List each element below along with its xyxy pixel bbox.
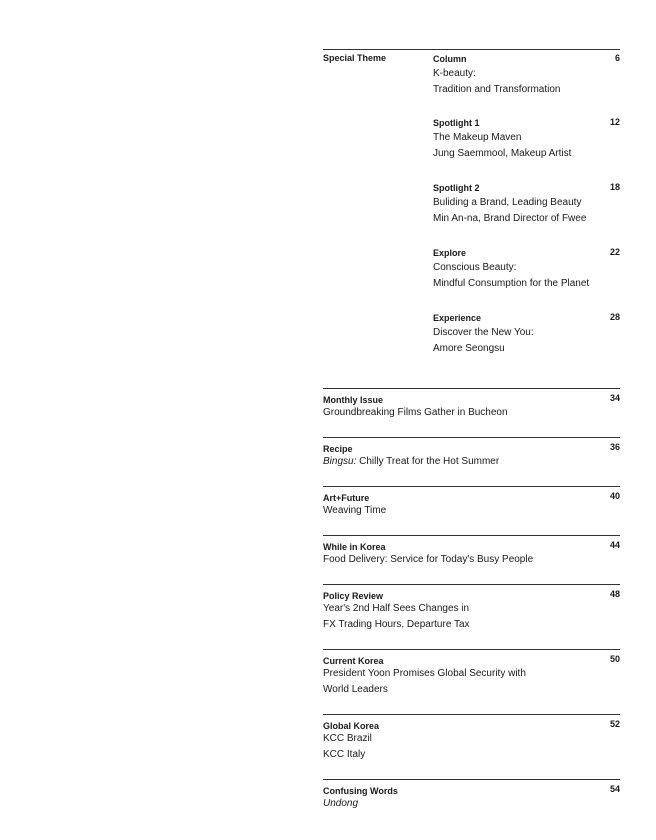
- table-of-contents: [323, 49, 620, 819]
- entry-line: [323, 454, 620, 470]
- entry-line: Weaving Time: [323, 505, 387, 516]
- page-number: 34: [609, 393, 620, 403]
- page-number: 44: [609, 540, 620, 550]
- entry-title: Column: [433, 54, 467, 64]
- section-title: Confusing Words: [323, 786, 398, 796]
- page-number: 22: [609, 247, 620, 257]
- special-theme-section: [323, 50, 620, 388]
- entry-line: Conscious Beauty:: [433, 262, 517, 273]
- section-title: Art+Future: [323, 493, 370, 503]
- entry-line: KCC Italy: [323, 749, 366, 760]
- page-number: 54: [609, 784, 620, 794]
- entry-title: Explore: [433, 248, 467, 258]
- page-number: 40: [609, 491, 620, 501]
- page-number: 28: [609, 312, 620, 322]
- section-current-korea[interactable]: [323, 650, 620, 714]
- entry-line: K-beauty:: [433, 68, 476, 79]
- entry-line: Buliding a Brand, Leading Beauty: [433, 197, 582, 208]
- entry-title: Experience: [433, 313, 482, 323]
- theme-entry-explore[interactable]: [433, 244, 620, 292]
- entry-title: Spotlight 2: [433, 183, 480, 193]
- entry-line: Undong: [323, 798, 359, 809]
- section-while-in-korea[interactable]: [323, 536, 620, 584]
- section-policy-review[interactable]: [323, 585, 620, 649]
- section-confusing-words[interactable]: [323, 780, 620, 819]
- page-number: 48: [609, 589, 620, 599]
- theme-entry-spotlight-2[interactable]: [433, 179, 620, 227]
- section-global-korea[interactable]: [323, 715, 620, 779]
- page-number: 50: [609, 654, 620, 664]
- entry-text: Chilly Treat for the Hot Summer: [356, 456, 500, 467]
- page-number: 6: [614, 53, 620, 63]
- page-number: 52: [609, 719, 620, 729]
- italic-term: Bingsu:: [323, 456, 357, 467]
- entry-line: Amore Seongsu: [433, 343, 505, 354]
- section-title: Special Theme: [323, 53, 387, 63]
- theme-entry-experience[interactable]: [433, 309, 620, 357]
- page-number: 12: [609, 117, 620, 127]
- section-art-future[interactable]: [323, 487, 620, 535]
- page-number: 36: [609, 442, 620, 452]
- section-monthly-issue[interactable]: [323, 389, 620, 437]
- page-number: 18: [609, 182, 620, 192]
- section-title: Global Korea: [323, 721, 380, 731]
- section-title: Recipe: [323, 444, 353, 454]
- entry-line: Mindful Consumption for the Planet: [433, 278, 590, 289]
- theme-entry-column[interactable]: [433, 50, 620, 98]
- entry-line: The Makeup Maven: [433, 132, 522, 143]
- section-title: Policy Review: [323, 591, 384, 601]
- entry-line: Discover the New You:: [433, 327, 534, 338]
- section-title: Monthly Issue: [323, 395, 384, 405]
- entry-line: World Leaders: [323, 684, 388, 695]
- entry-line: KCC Brazil: [323, 733, 372, 744]
- entry-line: Groundbreaking Films Gather in Bucheon: [323, 407, 508, 418]
- theme-entry-spotlight-1[interactable]: [433, 114, 620, 162]
- entry-line: Min An-na, Brand Director of Fwee: [433, 213, 587, 224]
- section-recipe[interactable]: [323, 438, 620, 486]
- entry-line: Food Delivery: Service for Today's Busy People: [323, 554, 534, 565]
- entry-line: Year's 2nd Half Sees Changes in: [323, 603, 470, 614]
- entry-line: Tradition and Transformation: [433, 84, 561, 95]
- entry-title: Spotlight 1: [433, 118, 480, 128]
- entry-line: FX Trading Hours, Departure Tax: [323, 619, 470, 630]
- entry-line: President Yoon Promises Global Security with: [323, 668, 526, 679]
- entry-line: Jung Saemmool, Makeup Artist: [433, 148, 572, 159]
- section-title: While in Korea: [323, 542, 386, 552]
- section-title: Current Korea: [323, 656, 384, 666]
